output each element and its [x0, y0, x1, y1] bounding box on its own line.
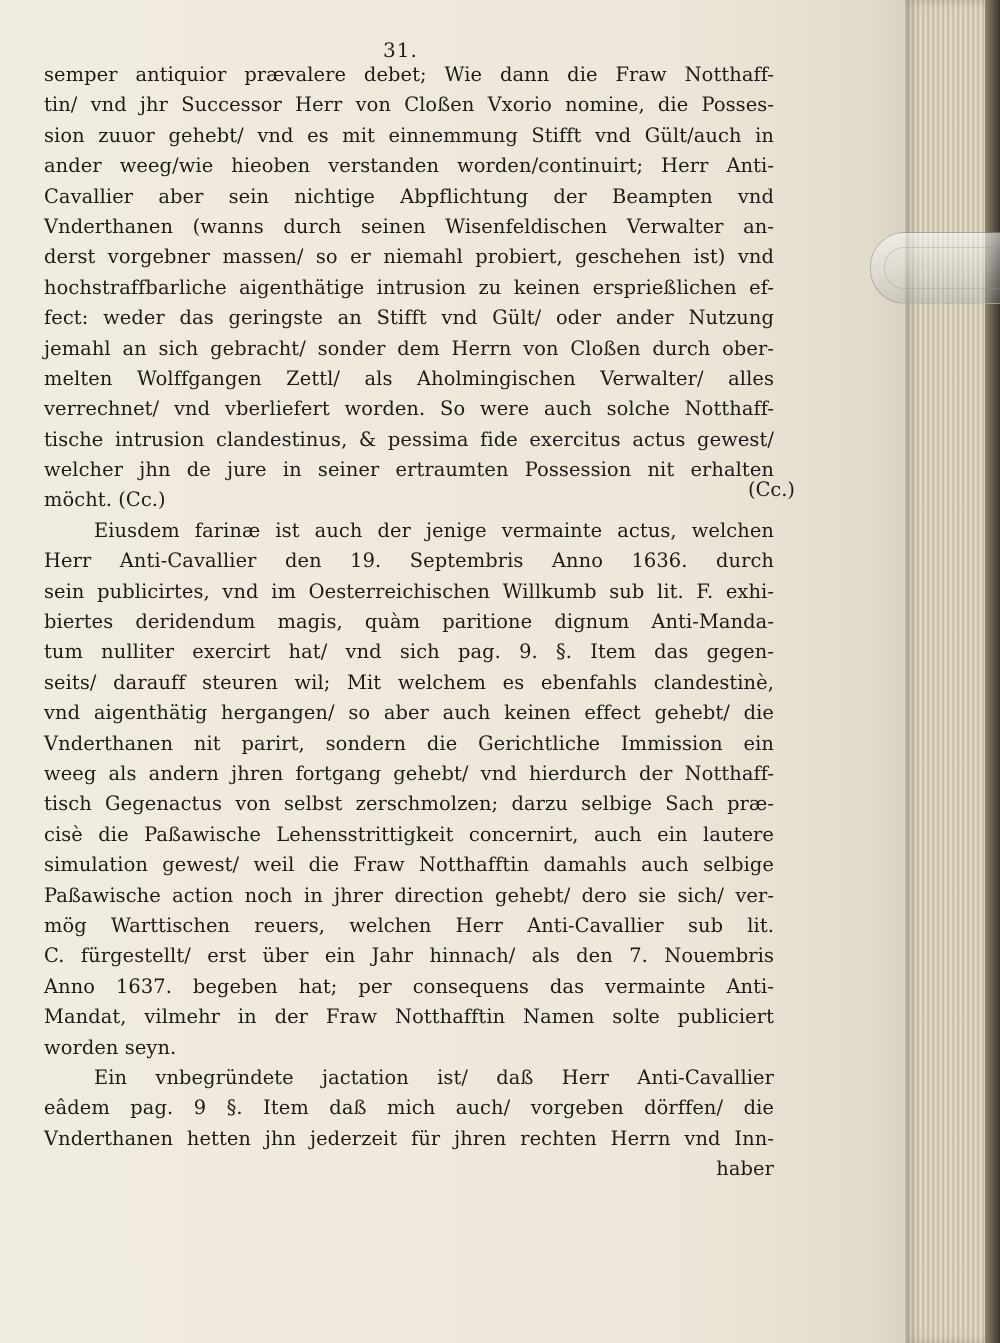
text-line: möcht. (Cc.)	[44, 488, 166, 512]
text-line: fect: weder das geringste an Stifft vnd Gült/ oder ander Nutzung	[44, 306, 774, 330]
text-line: worden seyn.	[44, 1035, 177, 1059]
text-line: C. fürgestellt/ erst über ein Jahr hinnach/ als den 7. Nouembris	[44, 944, 774, 968]
text-line: weeg als andern jhren fortgang gehebt/ vnd hierdurch der Notthaff-	[44, 761, 774, 785]
margin-note: (Cc.)	[748, 478, 795, 501]
text-line: sion zuuor gehebt/ vnd es mit einnemmung Stifft vnd Gült/auch in	[44, 123, 774, 147]
text-line: Eiusdem farinæ ist auch der jenige vermainte actus, welchen	[94, 518, 774, 542]
text-line: verrechnet/ vnd vberliefert worden. So were auch solche Notthaff-	[44, 397, 774, 421]
text-line: Vnderthanen (wanns durch seinen Wisenfeldischen Verwalter an-	[44, 214, 774, 238]
text-line: tische intrusion clandestinus, & pessima fide exercitus actus gewest/	[44, 427, 774, 451]
text-line: Vnderthanen hetten jhn jederzeit für jhren rechten Herrn vnd Inn-	[44, 1126, 774, 1150]
body-text	[44, 60, 774, 1184]
text-line: melten Wolffgangen Zettl/ als Aholmingischen Verwalter/ alles	[44, 366, 774, 390]
text-line: hochstraffbarliche aigenthätige intrusion zu keinen ersprießlichen ef-	[44, 275, 774, 299]
text-line: tum nulliter exercirt hat/ vnd sich pag. 9. §. Item das gegen-	[44, 640, 774, 664]
catchword: haber	[716, 1157, 774, 1181]
text-line: seits/ darauff steuren wil; Mit welchem es ebenfahls clandestinè,	[44, 670, 774, 694]
text-line: welcher jhn de jure in seiner ertraumten Possession nit erhalten	[44, 458, 774, 482]
text-line: Paßawische action noch in jhrer direction gehebt/ dero sie sich/ ver-	[44, 883, 774, 907]
text-line: Cavallier aber sein nichtige Abpflichtung der Beampten vnd	[44, 184, 774, 208]
text-line: jemahl an sich gebracht/ sonder dem Herrn von Cloßen durch ober-	[44, 336, 774, 360]
book-spine-shadow	[985, 0, 1000, 1343]
text-line: biertes deridendum magis, quàm paritione dignum Anti-Manda-	[44, 610, 774, 634]
text-line: Herr Anti-Cavallier den 19. Septembris Anno 1636. durch	[44, 549, 774, 573]
text-line: ander weeg/wie hieoben verstanden worden/continuirt; Herr Anti-	[44, 154, 774, 178]
text-line: derst vorgebner massen/ so er niemahl probiert, geschehen ist) vnd	[44, 245, 774, 269]
text-line: cisè die Paßawische Lehensstrittigkeit concernirt, auch ein lautere	[44, 822, 774, 846]
text-line: vnd aigenthätig hergangen/ so aber auch keinen effect gehebt/ die	[44, 701, 774, 725]
text-line: sein publicirtes, vnd im Oesterreichischen Willkumb sub lit. F. exhi-	[44, 579, 774, 603]
page-number: 31.	[383, 38, 418, 62]
text-line: tin/ vnd jhr Successor Herr von Cloßen Vxorio nomine, die Posses-	[44, 93, 774, 117]
text-line: tisch Gegenactus von selbst zerschmolzen; darzu selbige Sach præ-	[44, 792, 774, 816]
text-line: Mandat, vilmehr in der Fraw Notthafftin Namen solte publiciert	[44, 1005, 774, 1029]
paper-clip-inner	[884, 247, 1000, 289]
text-line: Vnderthanen nit parirt, sondern die Gerichtliche Immission ein	[44, 731, 774, 755]
text-line: eâdem pag. 9 §. Item daß mich auch/ vorgeben dörffen/ die	[44, 1096, 774, 1120]
text-line: Anno 1637. begeben hat; per consequens das vermainte Anti-	[44, 974, 774, 998]
text-line: semper antiquior prævalere debet; Wie dann die Fraw Notthaff-	[44, 63, 774, 86]
text-line: mög Warttischen reuers, welchen Herr Anti-Cavallier sub lit.	[44, 913, 774, 937]
text-line: simulation gewest/ weil die Fraw Notthafftin damahls auch selbige	[44, 853, 774, 877]
text-line: Ein vnbegründete jactation ist/ daß Herr Anti-Cavallier	[94, 1065, 774, 1089]
